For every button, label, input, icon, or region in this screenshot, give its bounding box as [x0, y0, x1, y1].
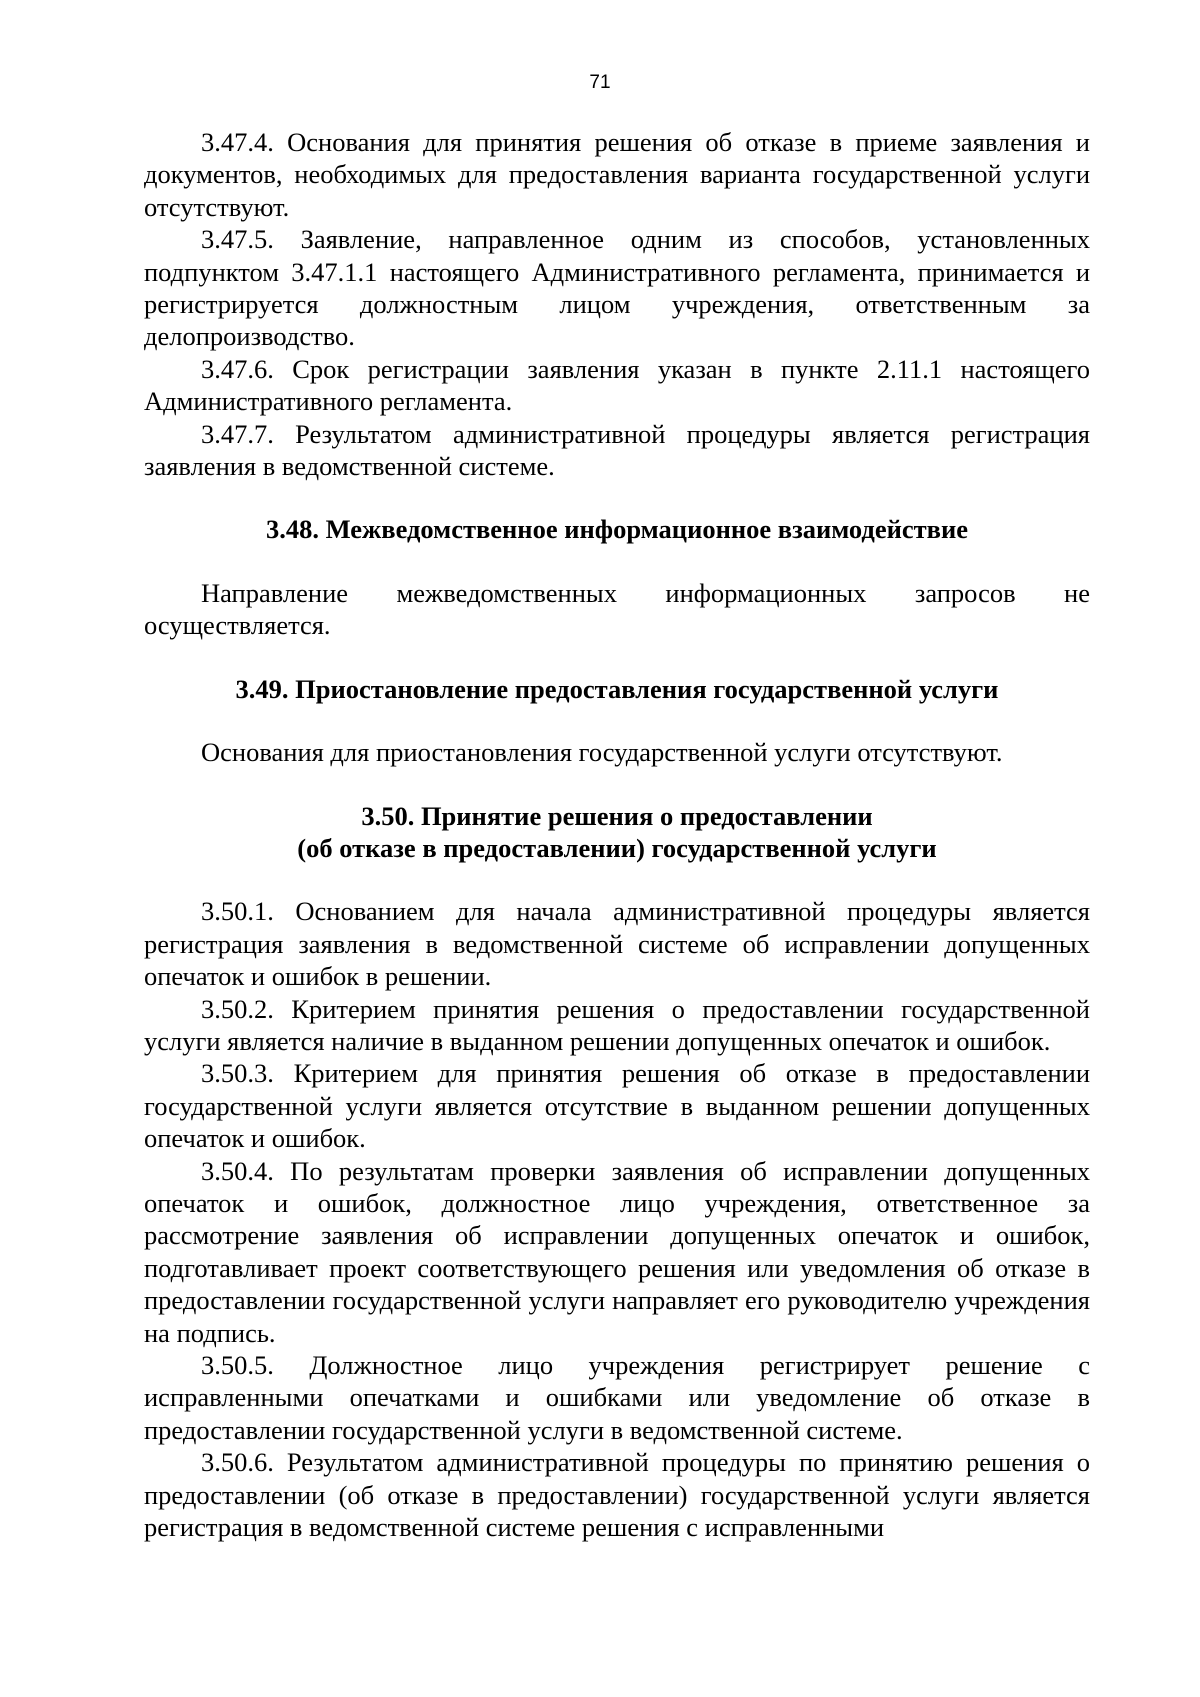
document-body: [144, 126, 1090, 1543]
paragraph-interagency: Направление межведомственных информационных запросов не осуществляется.: [144, 577, 1090, 641]
section-heading-line: 3.50. Принятие решения о предоставлении: [361, 800, 873, 831]
section-heading-line: 3.48. Межведомственное информационное взаимодействие: [266, 514, 968, 545]
paragraph-suspension: Основания для приостановления государственной услуги отсутствуют.: [201, 737, 1003, 768]
paragraph-3-50-1: 3.50.1. Основанием для начала административной процедуры является регистрация заявления в ведомственной системе об исправлении допущенных опечаток и ошибок в решении.: [144, 896, 1090, 992]
paragraph-3-50-2: 3.50.2. Критерием принятия решения о предоставлении государственной услуги является наличие в выданном решении допущенных опечаток и ошибок.: [144, 993, 1090, 1056]
paragraph-3-50-4: 3.50.4. По результатам проверки заявления об исправлении допущенных опечаток и ошибок, должностное лицо учреждения, ответственное за рассмотрение заявления об исправлении допущенных опечаток и ошибок, подготавливает проект соответствующего решения или уведомления об отказе в предоставлении государственной услуги направляет его руководителю учреждения на подпись.: [144, 1155, 1090, 1348]
section-heading-3-50: [144, 800, 1090, 865]
paragraph-3-47-6: 3.47.6. Срок регистрации заявления указан в пункте 2.11.1 настоящего Административного регламента.: [144, 353, 1090, 417]
section-heading-3-49: [144, 673, 1090, 705]
paragraph-3-50-6: 3.50.6. Результатом административной процедуры по принятию решения о предоставлении (об отказе в предоставлении) государственной услуги является регистрация в ведомственной системе решения с исправленными: [144, 1447, 1090, 1543]
page-number: 71: [589, 72, 611, 93]
section-heading-line: 3.49. Приостановление предоставления государственной услуги: [235, 673, 999, 704]
paragraph-3-47-7: 3.47.7. Результатом административной процедуры является регистрация заявления в ведомственной системе.: [144, 418, 1090, 482]
section-heading-3-48: [144, 513, 1090, 545]
section-heading-line: (об отказе в предоставлении) государственной услуги: [297, 832, 937, 863]
paragraph-3-47-5: 3.47.5. Заявление, направленное одним из способов, установленных подпунктом 3.47.1.1 настоящего Административного регламента, принимается и регистрируется должностным лицом учреждения, ответственным за делопроизводство.: [144, 224, 1090, 352]
paragraph-3-47-4: 3.47.4. Основания для принятия решения об отказе в приеме заявления и документов, необходимых для предоставления варианта государственной услуги отсутствуют.: [144, 127, 1090, 222]
paragraph-3-50-5: 3.50.5. Должностное лицо учреждения регистрирует решение с исправленными опечатками и ошибками или уведомление об отказе в предоставлении государственной услуги в ведомственной системе.: [144, 1350, 1090, 1445]
paragraph-3-50-3: 3.50.3. Критерием для принятия решения об отказе в предоставлении государственной услуги является отсутствие в выданном решении допущенных опечаток и ошибок.: [144, 1058, 1090, 1154]
